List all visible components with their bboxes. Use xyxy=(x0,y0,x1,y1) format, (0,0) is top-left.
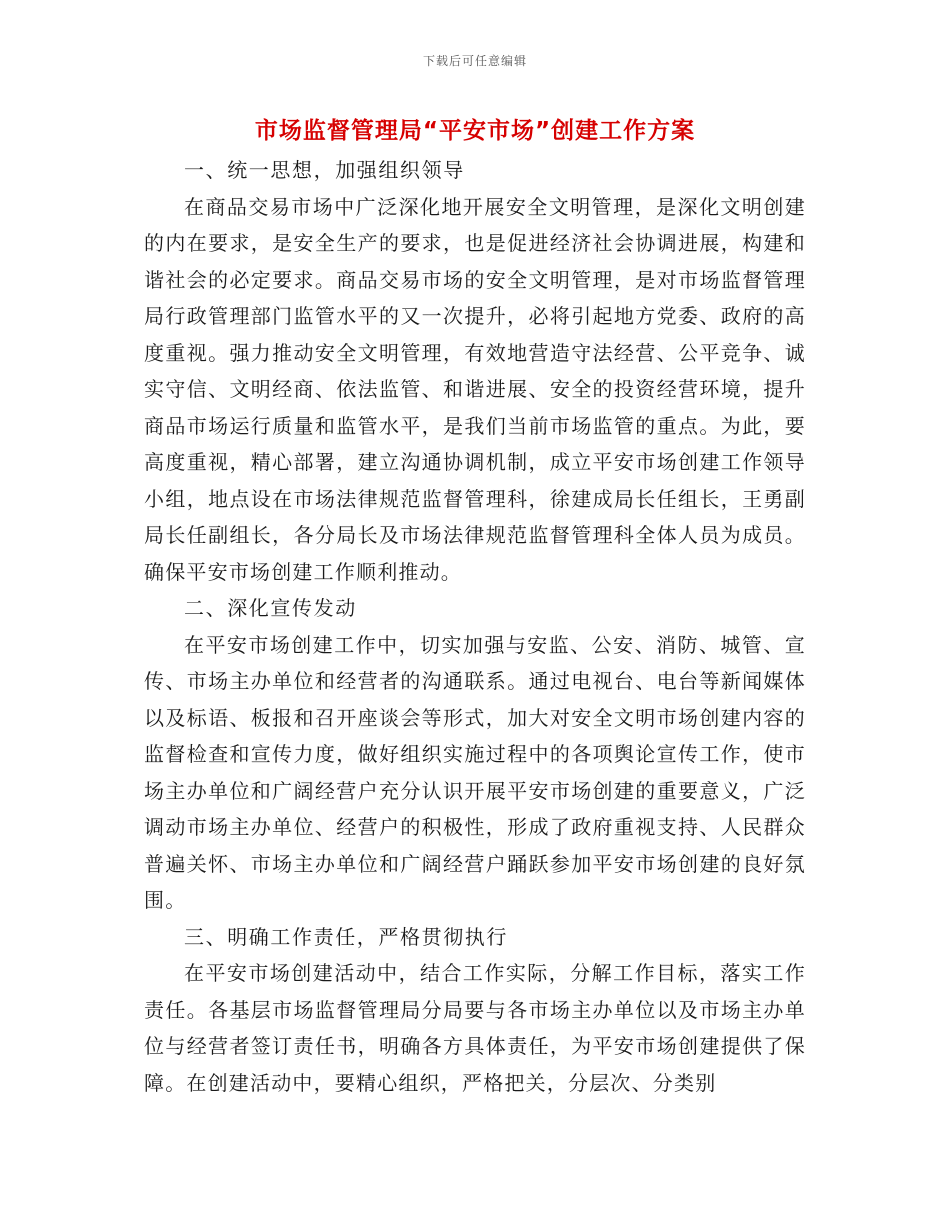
section-2-heading: 二、深化宣传发动 xyxy=(184,596,357,620)
section-2-paragraph: 在平安市场创建工作中，切实加强与安监、公安、消防、城管、宣传、市场主办单位和经营者的沟通联系。通过电视台、电台等新闻媒体以及标语、板报和召开座谈会等形式，加大对安全文明市场创建内容的监督检查和宣传力度，做好组织实施过程中的各项舆论宣传工作，使市场主办单位和广阔经营户充分认识开展平安市场创建的重要意义，广泛调动市场主办单位、经营户的积极性，形成了政府重视支持、人民群众普遍关怀、市场主办单位和广阔经营户踊跃参加平安市场创建的良好氛围。 xyxy=(144,632,806,912)
section-3-paragraph: 在平安市场创建活动中，结合工作实际，分解工作目标，落实工作责任。各基层市场监督管理局分局要与各市场主办单位以及市场主办单位与经营者签订责任书，明确各方具体责任，为平安市场创建提供了保障。在创建活动中，要精心组织，严格把关，分层次、分类别 xyxy=(144,961,806,1095)
section-3-heading: 三、明确工作责任，严格贯彻执行 xyxy=(184,924,508,949)
document-body xyxy=(144,152,806,1101)
section-1-heading: 一、统一思想，加强组织领导 xyxy=(184,158,465,182)
section-1-paragraph: 在商品交易市场中广泛深化地开展安全文明管理，是深化文明创建的内在要求，是安全生产的要求，也是促进经济社会协调进展，构建和谐社会的必定要求。商品交易市场的安全文明管理，是对市场监督管理局行政管理部门监管水平的又一次提升，必将引起地方党委、政府的高度重视。强力推动安全文明管理，有效地营造守法经营、公平竞争、诚实守信、文明经商、依法监管、和谐进展、安全的投资经营环境，提升商品市场运行质量和监管水平，是我们当前市场监管的重点。为此，要高度重视，精心部署，建立沟通协调机制，成立平安市场创建工作领导小组，地点设在市场法律规范监督管理科，徐建成局长任组长，王勇副局长任副组长，各分局长及市场法律规范监督管理科全体人员为成员。确保平安市场创建工作顺利推动。 xyxy=(144,194,806,584)
document-title: 市场监督管理局“平安市场”创建工作方案 xyxy=(254,118,696,144)
header-note: 下载后可任意编辑 xyxy=(422,54,527,68)
